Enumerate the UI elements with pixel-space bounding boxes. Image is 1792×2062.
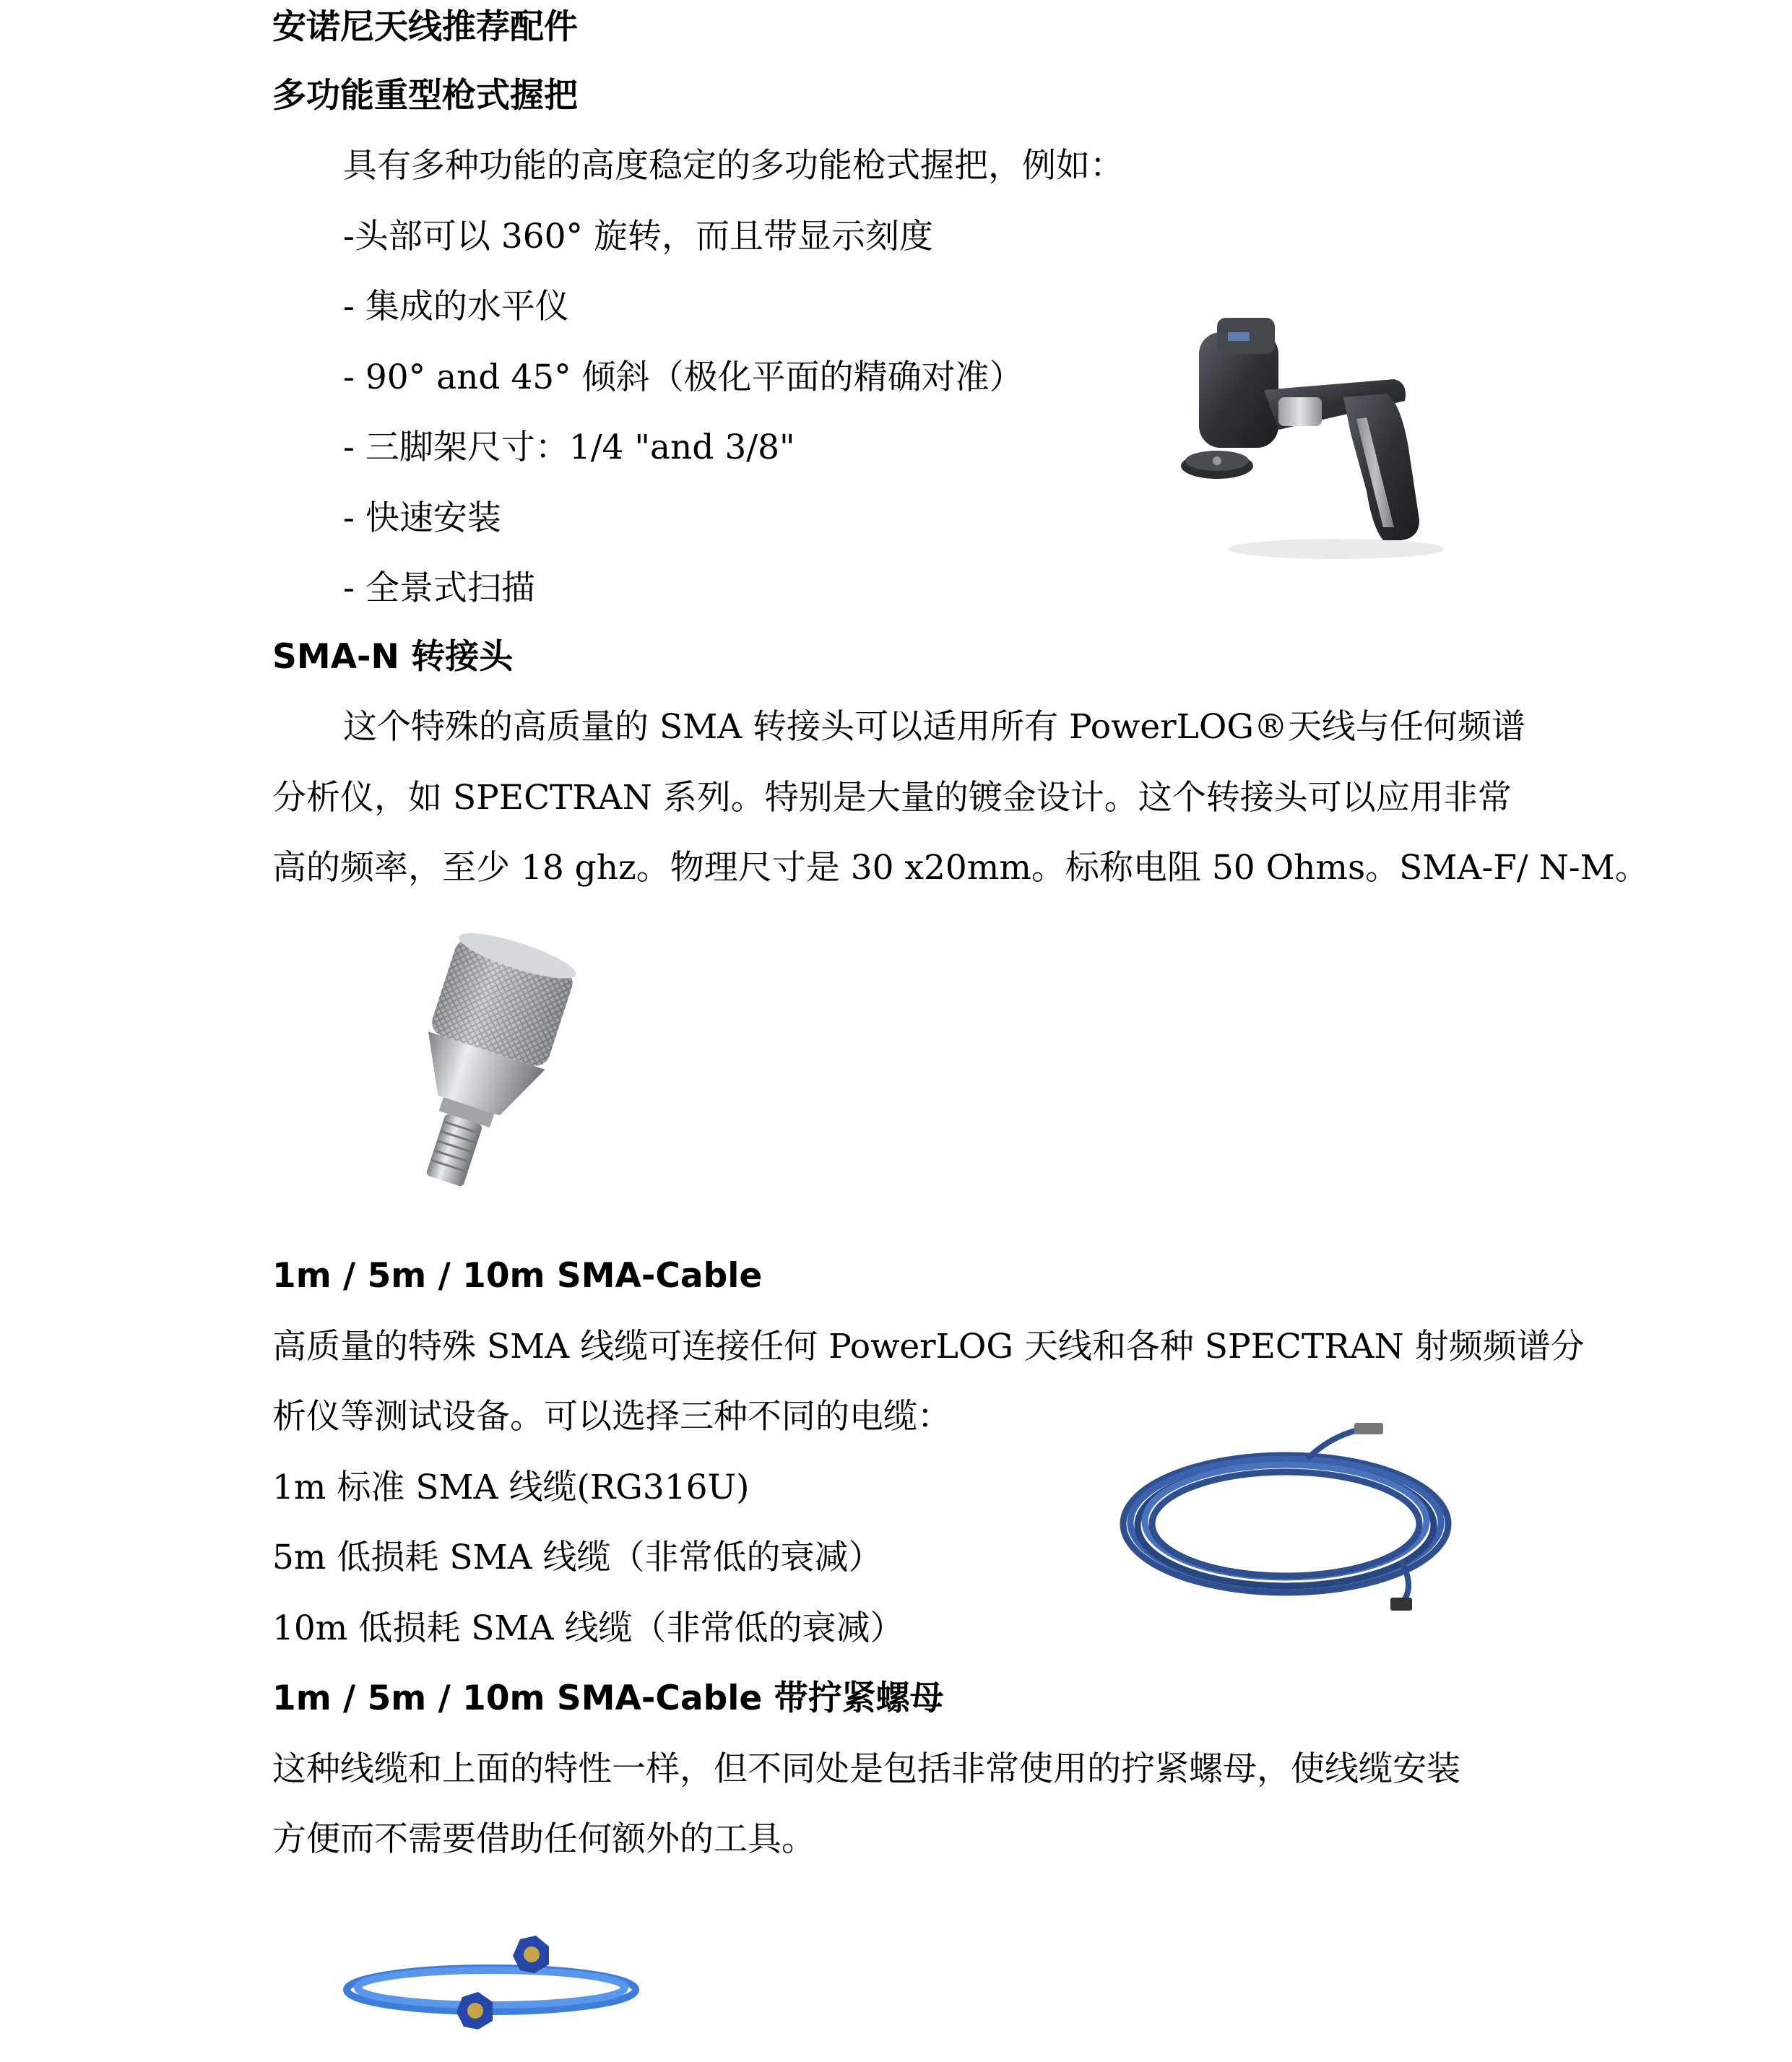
cable-option: 5m 低损耗 SMA 线缆（非常低的衰减） — [272, 1538, 883, 1577]
cable-nut-description: 这种线缆和上面的特性一样，但不同处是包括非常使用的拧紧螺母，使线缆安装 — [272, 1749, 1460, 1789]
sma-n-adapter-image — [347, 932, 600, 1206]
section-heading-cable: 1m / 5m / 10m SMA-Cable — [272, 1256, 763, 1296]
coiled-sma-cable-image — [1112, 1416, 1459, 1618]
grip-feature: -头部可以 360° 旋转，而且带显示刻度 — [343, 217, 933, 256]
adapter-description: 分析仪，如 SPECTRAN 系列。特别是大量的镀金设计。这个转接头可以应用非常 — [272, 778, 1512, 818]
page-title: 安诺尼天线推荐配件 — [272, 7, 578, 47]
grip-feature: - 90° and 45° 倾斜（极化平面的精确对准） — [343, 358, 1023, 397]
grip-feature: - 快速安装 — [343, 498, 501, 538]
cable-option: 10m 低损耗 SMA 线缆（非常低的衰减） — [272, 1608, 904, 1648]
grip-feature: - 全景式扫描 — [343, 568, 535, 608]
cable-description: 高质量的特殊 SMA 线缆可连接任何 PowerLOG 天线和各种 SPECTRAN 射频频谱分 — [272, 1327, 1585, 1366]
adapter-description: 这个特殊的高质量的 SMA 转接头可以适用所有 PowerLOG®天线与任何频谱 — [343, 707, 1525, 747]
grip-feature: - 集成的水平仪 — [343, 287, 569, 326]
sma-cable-with-nuts-image — [339, 1921, 657, 2051]
grip-feature: - 三脚架尺寸：1/4 "and 3/8" — [343, 428, 795, 467]
cable-description: 析仪等测试设备。可以选择三种不同的电缆： — [272, 1397, 951, 1437]
cable-option: 1m 标准 SMA 线缆(RG316U) — [272, 1468, 750, 1507]
cable-nut-description: 方便而不需要借助任何额外的工具。 — [272, 1819, 815, 1859]
pistol-grip-image — [1177, 311, 1452, 571]
section-heading-grip: 多功能重型枪式握把 — [272, 76, 578, 116]
section-heading-cable-nut: 1m / 5m / 10m SMA-Cable 带拧紧螺母 — [272, 1678, 944, 1718]
section-heading-adapter: SMA-N 转接头 — [272, 637, 514, 677]
adapter-description: 高的频率，至少 18 ghz。物理尺寸是 30 x20mm。标称电阻 50 Ohms。SMA-F/ N-M。 — [272, 848, 1649, 888]
grip-intro: 具有多种功能的高度稳定的多功能枪式握把，例如： — [343, 146, 1124, 186]
